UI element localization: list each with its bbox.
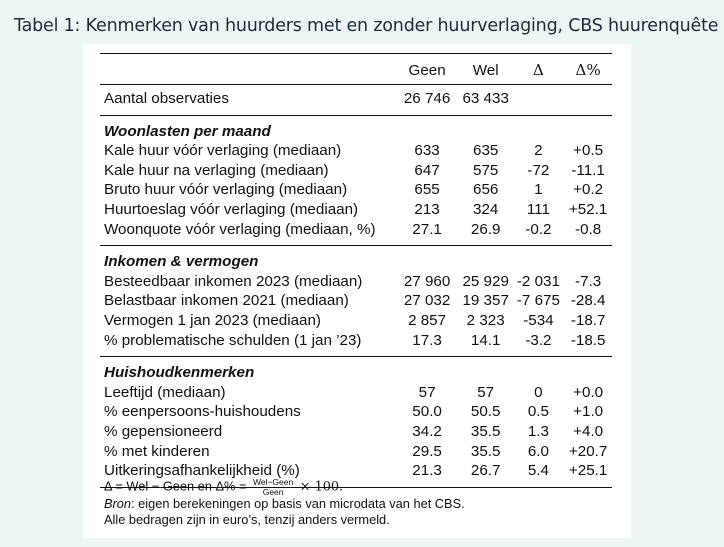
cell-wel: 25 929 [462,272,509,290]
header-wel: Wel [459,54,513,85]
cell-pct: +25.1 [568,462,608,480]
cell-delta: 5.4 [527,462,549,480]
cell-delta: 0.5 [527,403,549,421]
cell-wel: 575 [473,161,499,179]
cell-geen: 29.5 [412,442,442,460]
cell-geen: 17.3 [412,331,442,349]
table-row [100,200,612,220]
table-caption: Tabel 1: Kenmerken van huurders met en zonder huurverlaging, CBS huurenquête [14,16,719,36]
cell-label: % gepensioneerd [104,422,223,440]
cell-pct: -18.5 [570,331,606,349]
header-geen: Geen [395,54,458,85]
cell-wel: 26.7 [470,462,501,480]
cell-geen: 27 032 [403,292,451,310]
cell-pct: -28.4 [570,292,606,310]
cell-delta: 1 [534,181,543,199]
table-row [100,442,612,462]
observations-wel: 63 433 [459,85,513,116]
cell-delta: -534 [523,311,554,329]
cell-geen: 27 960 [403,272,451,290]
header-delta-pct: Δ% [564,54,612,85]
table-row [100,331,612,351]
cell-geen: 27.1 [412,220,442,238]
cell-geen: 213 [414,200,440,218]
cell-pct: +4.0 [573,422,604,440]
cell-pct: +0.5 [573,142,604,160]
cell-label: Kale huur na verlaging (mediaan) [104,161,329,179]
cell-geen: 647 [414,161,440,179]
cell-pct: +52.1 [568,200,608,218]
cell-wel: 35.5 [470,442,501,460]
table-row [100,141,612,161]
cell-delta: 1.3 [527,422,549,440]
table-row [100,311,612,331]
table-row [100,383,612,403]
cell-delta: 6.0 [527,442,549,460]
table-panel [83,44,631,538]
formula-note: Δ = Wel − Geen en Δ% = $\frac{\text{Wel−Geen}}{\text{Geen}}$ × 100. [104,477,344,497]
cell-label: % problematische schulden (1 jan ’23) [104,331,362,349]
header-row [100,54,612,85]
cell-wel: 19 357 [462,292,509,310]
section-title: Inkomen & vermogen [104,253,259,271]
observations-label: Aantal observaties [100,85,395,116]
cell-pct: -18.7 [570,311,606,329]
cell-label: Belastbaar inkomen 2021 (mediaan) [104,292,349,310]
cell-delta: -7 675 [516,292,560,310]
section-title: Huishoudkenmerken [104,364,255,382]
cell-label: Leeftijd (mediaan) [104,383,226,401]
observations-geen: 26 746 [395,85,458,116]
cell-delta: 0 [534,383,543,401]
header-label-cell [100,54,395,85]
table-row [100,272,612,292]
cell-geen: 34.2 [412,422,442,440]
cell-label: % eenpersoons-huishoudens [104,403,301,421]
cell-label: Besteedbaar inkomen 2023 (mediaan) [104,272,363,290]
header-delta: Δ [513,54,565,85]
cell-pct: -11.1 [571,161,605,179]
cell-delta: -0.2 [525,220,552,238]
cell-wel: 57 [477,383,495,401]
cell-geen: 633 [414,142,440,160]
cell-delta: -3.2 [525,331,552,349]
section-header [100,246,612,272]
currency-note: Alle bedragen zijn in euro’s, tenzij anders vermeld. [104,512,390,528]
cell-label: Woonquote vóór verlaging (mediaan, %) [104,220,376,238]
cell-geen: 21.3 [412,462,442,480]
cell-wel: 2 323 [466,311,505,329]
cell-label: Kale huur vóór verlaging (mediaan) [104,142,342,160]
table-row [100,402,612,422]
table-row [100,161,612,181]
table-row [100,291,612,311]
cell-wel: 50.5 [470,403,501,421]
section-title: Woonlasten per maand [104,122,271,140]
table-row [100,422,612,442]
cell-label: % met kinderen [104,442,210,460]
cell-geen: 57 [418,383,436,401]
table-notes [104,478,465,529]
table-row [100,220,612,240]
cell-pct: +20.7 [568,442,608,460]
data-table [100,53,612,488]
cell-delta: 2 [534,142,543,160]
cell-pct: +1.0 [573,403,604,421]
cell-delta: -72 [527,161,550,179]
observations-row [100,85,612,116]
cell-label: Uitkeringsafhankelijkheid (%) [104,462,300,480]
formula-fraction: $\frac{\text{Wel−Geen}}{\text{Geen}}$ [252,477,294,497]
cell-delta: -2 031 [516,272,560,290]
cell-wel: 324 [473,200,499,218]
cell-pct: -0.8 [575,220,602,238]
cell-label: Huurtoeslag vóór verlaging (mediaan) [104,200,359,218]
cell-pct: +0.2 [573,181,604,199]
table-row [100,180,612,200]
cell-wel: 14.1 [470,331,501,349]
cell-wel: 656 [473,181,499,199]
cell-geen: 2 857 [408,311,447,329]
cell-wel: 26.9 [470,220,501,238]
cell-label: Vermogen 1 jan 2023 (mediaan) [104,311,321,329]
cell-pct: -7.3 [575,272,602,290]
section-header [100,115,612,141]
cell-geen: 50.0 [412,403,442,421]
source-note: Bron: eigen berekeningen op basis van microdata van het CBS. [104,496,465,511]
cell-geen: 655 [414,181,440,199]
cell-pct: +0.0 [573,383,604,401]
cell-label: Bruto huur vóór verlaging (mediaan) [104,181,348,199]
cell-wel: 635 [473,142,499,160]
cell-wel: 35.5 [470,422,501,440]
cell-delta: 111 [526,200,550,218]
section-header [100,357,612,383]
